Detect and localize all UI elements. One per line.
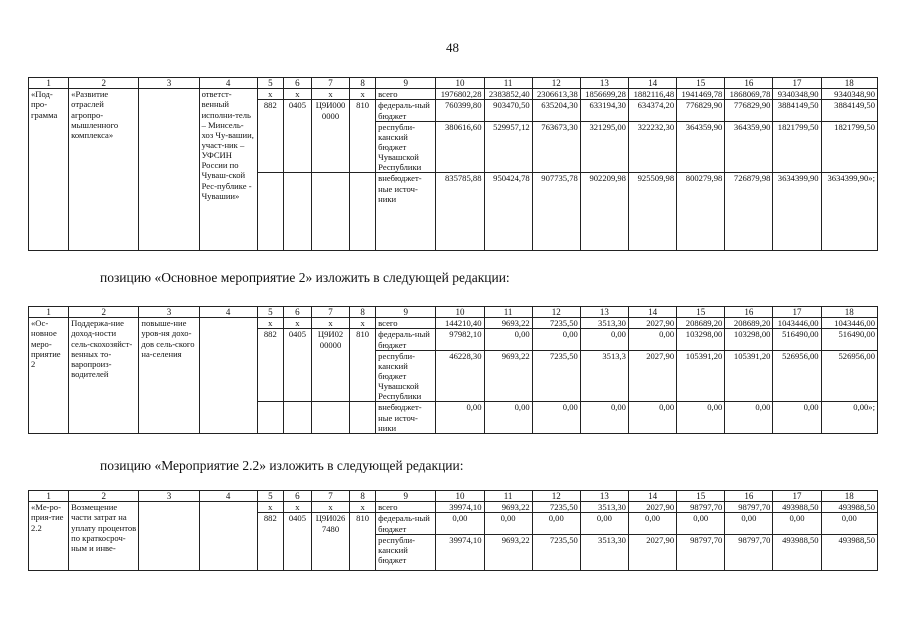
code-cell: x — [311, 502, 349, 513]
col-num: 15 — [677, 491, 725, 502]
col-num: 9 — [376, 78, 436, 89]
value-cell: 3634399,90»; — [821, 173, 877, 251]
value-cell: 9693,22 — [484, 350, 532, 402]
col-num: 4 — [199, 491, 257, 502]
table-row — [29, 318, 878, 329]
col-num: 8 — [350, 78, 376, 89]
value-cell: 1976802,28 — [436, 89, 484, 100]
type-code-cell: 810 — [350, 513, 376, 570]
page-number: 48 — [446, 40, 459, 55]
col-num: 12 — [532, 491, 580, 502]
value-cell: 763673,30 — [532, 121, 580, 173]
type-code-cell: 810 — [350, 329, 376, 402]
code-cell — [257, 173, 283, 251]
code-cell: x — [283, 89, 311, 100]
value-cell: 493988,50 — [821, 534, 877, 570]
value-cell: 1821799,50 — [821, 121, 877, 173]
col-num: 5 — [257, 78, 283, 89]
value-cell: 526956,00 — [773, 350, 821, 402]
col-num: 3 — [139, 307, 199, 318]
value-cell: 0,00 — [484, 402, 532, 433]
col-num: 2 — [69, 307, 139, 318]
value-cell: 633194,30 — [580, 100, 628, 121]
col-num: 14 — [628, 491, 676, 502]
value-cell: 529957,12 — [484, 121, 532, 173]
value-cell: 0,00 — [484, 329, 532, 350]
status-cell: «Под-про-грамма — [29, 89, 69, 251]
value-cell: 0,00 — [773, 402, 821, 433]
col-num: 12 — [532, 307, 580, 318]
value-cell: 925509,98 — [628, 173, 676, 251]
source-cell: внебюджет-ные источ-ники — [376, 402, 436, 433]
value-cell: 0,00 — [580, 329, 628, 350]
target-code-cell: Ц9И026 7480 — [311, 513, 349, 570]
value-cell: 9340348,90 — [821, 89, 877, 100]
value-cell: 0,00 — [484, 513, 532, 534]
col-num: 16 — [725, 491, 773, 502]
col-num: 1 — [29, 307, 69, 318]
value-cell: 7235,50 — [532, 350, 580, 402]
value-cell: 0,00 — [773, 513, 821, 534]
name-cell: «Развитие отраслей агропро-мышленного комплекса» — [69, 89, 139, 251]
value-cell: 7235,50 — [532, 502, 580, 513]
value-cell: 208689,20 — [725, 318, 773, 329]
value-cell: 0,00 — [436, 513, 484, 534]
code-cell: x — [257, 89, 283, 100]
value-cell: 526956,00 — [821, 350, 877, 402]
source-cell: федераль-ный бюджет — [376, 329, 436, 350]
col-num: 1 — [29, 491, 69, 502]
value-cell: 105391,20 — [725, 350, 773, 402]
value-cell: 516490,00 — [773, 329, 821, 350]
column-number-row — [29, 491, 878, 502]
col-num: 12 — [532, 78, 580, 89]
value-cell: 1856699,28 — [580, 89, 628, 100]
source-cell: всего — [376, 502, 436, 513]
code-cell: x — [257, 502, 283, 513]
value-cell: 2383852,40 — [484, 89, 532, 100]
value-cell: 760399,80 — [436, 100, 484, 121]
value-cell: 3634399,90 — [773, 173, 821, 251]
source-cell: всего — [376, 89, 436, 100]
source-cell: внебюджет-ные источ-ники — [376, 173, 436, 251]
value-cell: 364359,90 — [725, 121, 773, 173]
value-cell: 0,00 — [532, 513, 580, 534]
value-cell: 0,00»; — [821, 402, 877, 433]
source-cell: федераль-ный бюджет — [376, 100, 436, 121]
code-cell — [311, 402, 349, 433]
col-num: 5 — [257, 491, 283, 502]
value-cell: 0,00 — [725, 513, 773, 534]
value-cell: 950424,78 — [484, 173, 532, 251]
value-cell: 0,00 — [436, 402, 484, 433]
col-num: 15 — [677, 78, 725, 89]
value-cell: 98797,70 — [725, 502, 773, 513]
value-cell: 726879,98 — [725, 173, 773, 251]
column-number-row — [29, 78, 878, 89]
value-cell: 103298,00 — [725, 329, 773, 350]
value-cell: 46228,30 — [436, 350, 484, 402]
status-cell: «Ос-новное меро-приятие 2 — [29, 318, 69, 434]
value-cell: 1043446,00 — [821, 318, 877, 329]
status-cell: «Ме-ро-прия-тие 2.2 — [29, 502, 69, 570]
code-cell — [283, 402, 311, 433]
value-cell: 9693,22 — [484, 318, 532, 329]
value-cell: 39974,10 — [436, 534, 484, 570]
value-cell: 3884149,50 — [773, 100, 821, 121]
value-cell: 0,00 — [725, 402, 773, 433]
col-num: 14 — [628, 78, 676, 89]
value-cell: 9693,22 — [484, 534, 532, 570]
value-cell: 1882116,48 — [628, 89, 676, 100]
col-num: 3 — [139, 491, 199, 502]
value-cell: 322232,30 — [628, 121, 676, 173]
value-cell: 634374,20 — [628, 100, 676, 121]
value-cell: 776829,90 — [725, 100, 773, 121]
section-heading-main-activity-2: позицию «Основное мероприятие 2» изложить в следующей редакции: — [100, 270, 510, 285]
col-num: 9 — [376, 491, 436, 502]
col-num: 13 — [580, 491, 628, 502]
col-num: 11 — [484, 491, 532, 502]
col-num: 17 — [773, 491, 821, 502]
col-num: 11 — [484, 78, 532, 89]
goal-cell: повыше-ние уров-ня дохо-дов сель-ского на-селения — [139, 318, 199, 434]
value-cell: 0,00 — [677, 513, 725, 534]
col-num: 4 — [199, 78, 257, 89]
col-num: 14 — [628, 307, 676, 318]
source-cell: республи-канский бюджет Чувашской Республики — [376, 121, 436, 173]
goal-cell — [139, 502, 199, 570]
value-cell: 635204,30 — [532, 100, 580, 121]
value-cell: 7235,50 — [532, 534, 580, 570]
col-num: 1 — [29, 78, 69, 89]
col-num: 8 — [350, 307, 376, 318]
value-cell: 835785,88 — [436, 173, 484, 251]
gov-code-cell: 882 — [257, 513, 283, 570]
value-cell: 0,00 — [580, 402, 628, 433]
source-cell: республи-канский бюджет — [376, 534, 436, 570]
value-cell: 380616,60 — [436, 121, 484, 173]
code-cell: x — [283, 502, 311, 513]
value-cell: 903470,50 — [484, 100, 532, 121]
value-cell: 1868069,78 — [725, 89, 773, 100]
section-code-cell: 0405 — [283, 329, 311, 402]
value-cell: 0,00 — [628, 402, 676, 433]
value-cell: 776829,90 — [677, 100, 725, 121]
value-cell: 3513,30 — [580, 534, 628, 570]
col-num: 17 — [773, 78, 821, 89]
table-row — [29, 502, 878, 513]
col-num: 18 — [821, 307, 877, 318]
value-cell: 144210,40 — [436, 318, 484, 329]
value-cell: 208689,20 — [677, 318, 725, 329]
target-code-cell: Ц9И000 0000 — [311, 100, 349, 173]
value-cell: 321295,00 — [580, 121, 628, 173]
code-cell — [350, 402, 376, 433]
type-code-cell: 810 — [350, 100, 376, 173]
code-cell: x — [283, 318, 311, 329]
value-cell: 0,00 — [628, 513, 676, 534]
col-num: 18 — [821, 78, 877, 89]
goal-cell — [139, 89, 199, 251]
value-cell: 2027,90 — [628, 318, 676, 329]
col-num: 17 — [773, 307, 821, 318]
table-subprogram — [28, 77, 878, 251]
value-cell: 9340348,90 — [773, 89, 821, 100]
col-num: 10 — [436, 307, 484, 318]
source-cell: федераль-ный бюджет — [376, 513, 436, 534]
table-main-activity-2 — [28, 306, 878, 434]
value-cell: 493988,50 — [773, 502, 821, 513]
col-num: 2 — [69, 491, 139, 502]
section-code-cell: 0405 — [283, 100, 311, 173]
code-cell: x — [350, 318, 376, 329]
value-cell: 902209,98 — [580, 173, 628, 251]
value-cell: 800279,98 — [677, 173, 725, 251]
code-cell: x — [350, 502, 376, 513]
executor-cell: ответст-венный исполни-тель – Минсель-хоз Чу-вашии, участ-ник – УФСИН России по Чуваш-ской Рес-публике - Чувашии» — [199, 89, 257, 251]
value-cell: 907735,78 — [532, 173, 580, 251]
value-cell: 3513,3 — [580, 350, 628, 402]
value-cell: 98797,70 — [677, 502, 725, 513]
value-cell: 98797,70 — [677, 534, 725, 570]
col-num: 13 — [580, 307, 628, 318]
code-cell — [283, 173, 311, 251]
value-cell: 0,00 — [821, 513, 877, 534]
value-cell: 364359,90 — [677, 121, 725, 173]
value-cell: 2027,90 — [628, 534, 676, 570]
code-cell — [257, 402, 283, 433]
value-cell: 493988,50 — [821, 502, 877, 513]
col-num: 10 — [436, 78, 484, 89]
name-cell: Возмещение части затрат на уплату процентов по краткосроч-ным и инве- — [69, 502, 139, 570]
code-cell — [350, 173, 376, 251]
value-cell: 39974,10 — [436, 502, 484, 513]
column-number-row — [29, 307, 878, 318]
gov-code-cell: 882 — [257, 100, 283, 173]
value-cell: 1821799,50 — [773, 121, 821, 173]
table-row — [29, 89, 878, 100]
value-cell: 2306613,38 — [532, 89, 580, 100]
col-num: 11 — [484, 307, 532, 318]
value-cell: 103298,00 — [677, 329, 725, 350]
table-activity-2-2 — [28, 490, 878, 571]
value-cell: 1043446,00 — [773, 318, 821, 329]
col-num: 15 — [677, 307, 725, 318]
value-cell: 0,00 — [628, 329, 676, 350]
code-cell: x — [350, 89, 376, 100]
code-cell: x — [311, 89, 349, 100]
value-cell: 0,00 — [532, 402, 580, 433]
value-cell: 3513,30 — [580, 318, 628, 329]
col-num: 10 — [436, 491, 484, 502]
source-cell: республи-канский бюджет Чувашской Республики — [376, 350, 436, 402]
code-cell: x — [257, 318, 283, 329]
col-num: 2 — [69, 78, 139, 89]
value-cell: 3513,30 — [580, 502, 628, 513]
gov-code-cell: 882 — [257, 329, 283, 402]
name-cell: Поддержа-ние доход-ности сель-скохозяйст-венных то-варопроиз-водителей — [69, 318, 139, 434]
col-num: 4 — [199, 307, 257, 318]
col-num: 6 — [283, 491, 311, 502]
section-code-cell: 0405 — [283, 513, 311, 570]
section-heading-activity-2-2: позицию «Мероприятие 2.2» изложить в следующей редакции: — [100, 458, 464, 473]
source-cell: всего — [376, 318, 436, 329]
value-cell: 0,00 — [580, 513, 628, 534]
value-cell: 7235,50 — [532, 318, 580, 329]
value-cell: 1941469,78 — [677, 89, 725, 100]
col-num: 18 — [821, 491, 877, 502]
col-num: 16 — [725, 307, 773, 318]
col-num: 16 — [725, 78, 773, 89]
code-cell: x — [311, 318, 349, 329]
value-cell: 105391,20 — [677, 350, 725, 402]
value-cell: 0,00 — [532, 329, 580, 350]
target-code-cell: Ц9И02 00000 — [311, 329, 349, 402]
value-cell: 493988,50 — [773, 534, 821, 570]
col-num: 9 — [376, 307, 436, 318]
value-cell: 2027,90 — [628, 350, 676, 402]
executor-cell — [199, 318, 257, 434]
executor-cell — [199, 502, 257, 570]
col-num: 13 — [580, 78, 628, 89]
col-num: 7 — [311, 78, 349, 89]
col-num: 7 — [311, 491, 349, 502]
col-num: 8 — [350, 491, 376, 502]
value-cell: 97982,10 — [436, 329, 484, 350]
value-cell: 3884149,50 — [821, 100, 877, 121]
value-cell: 2027,90 — [628, 502, 676, 513]
col-num: 7 — [311, 307, 349, 318]
col-num: 5 — [257, 307, 283, 318]
value-cell: 0,00 — [677, 402, 725, 433]
value-cell: 98797,70 — [725, 534, 773, 570]
value-cell: 9693,22 — [484, 502, 532, 513]
col-num: 6 — [283, 78, 311, 89]
col-num: 6 — [283, 307, 311, 318]
code-cell — [311, 173, 349, 251]
value-cell: 516490,00 — [821, 329, 877, 350]
col-num: 3 — [139, 78, 199, 89]
